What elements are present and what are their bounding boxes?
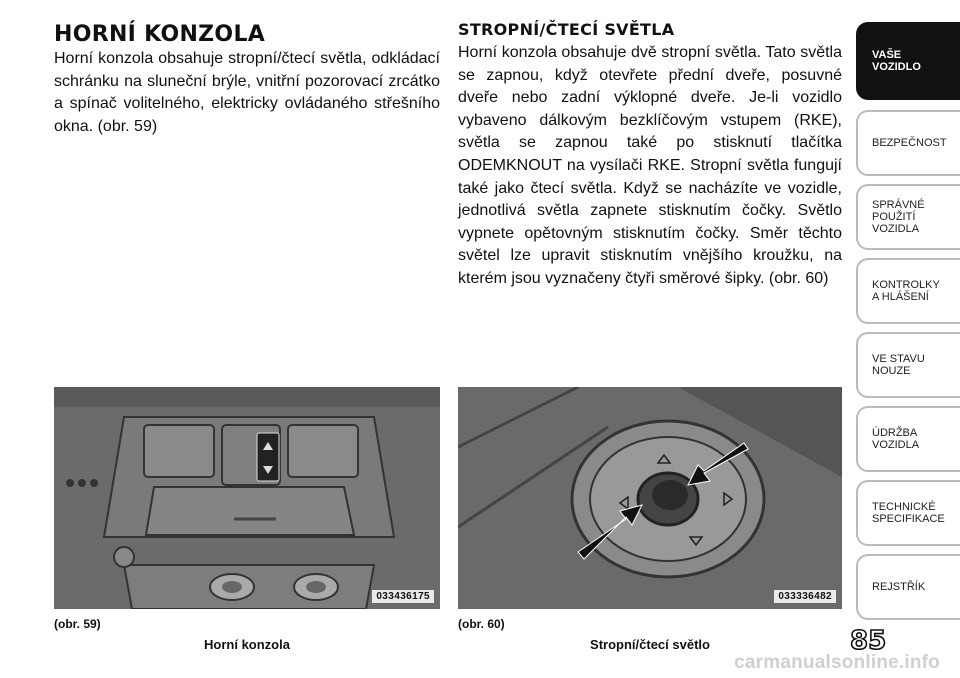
subsection-paragraph: Horní konzola obsahuje dvě stropní světla. Tato světla se zapnou, když otevřete přední dveře, posuvné dveře nebo zadní výklopné dveře. Je-li vozidlo vybaveno dálkovým bezklíčovým vstupem (RKE), světla se zapnou také po stisknutí tlačítka ODEMKNOUT na vysílači RKE. Stropní světla fungují také jako čtecí světla. Když se nacházíte ve vozidle, jednotlivá světla zapnete stisknutím čočky. Světlo vypnete opětovným stisknutím čočky. Směr těchto světel lze upravit stisknutím vnějšího kroužku, na kterém jsou vyznačeny čtyři směrové šipky. (obr. 60)	[458, 44, 842, 287]
figure-code: 033336482	[774, 590, 836, 603]
overhead-console-illustration	[54, 387, 440, 609]
tab-label: TECHNICKÉ SPECIFIKACE	[872, 501, 945, 525]
figure-reference: (obr. 60)	[458, 617, 505, 631]
tab-label: SPRÁVNÉ POUŽITÍ VOZIDLA	[872, 199, 925, 235]
reading-light-figure	[458, 387, 842, 609]
page-number: 85	[850, 626, 887, 656]
tab-spravne-pouziti[interactable]	[856, 184, 960, 250]
watermark-text: carmanualsonline.info	[734, 652, 940, 673]
subsection-heading: STROPNÍ/ČTECÍ SVĚTLA	[458, 20, 675, 39]
overhead-console-figure	[54, 387, 440, 609]
reading-light-illustration	[458, 387, 842, 609]
tab-label: BEZPEČNOST	[872, 137, 947, 149]
tab-bezpecnost[interactable]	[856, 110, 960, 176]
figure-caption: Stropní/čtecí světlo	[590, 637, 710, 652]
tab-vase-vozidlo[interactable]	[856, 22, 960, 100]
chapter-tabs	[856, 22, 960, 622]
tab-label: VAŠE VOZIDLO	[872, 49, 921, 73]
section-paragraph: Horní konzola obsahuje stropní/čtecí světla, odkládací schránku na sluneční brýle, vnitřní pozorovací zrcátko a spínač volitelného, elektricky ovládaného střešního okna. (obr. 59)	[54, 50, 440, 135]
tab-label: VE STAVU NOUZE	[872, 353, 925, 377]
tab-label: ÚDRŽBA VOZIDLA	[872, 427, 920, 451]
tab-rejstrik[interactable]	[856, 554, 960, 620]
section-heading: HORNÍ KONZOLA	[54, 22, 266, 47]
tab-kontrolky[interactable]	[856, 258, 960, 324]
figure-caption: Horní konzola	[204, 637, 290, 652]
tab-label: REJSTŘÍK	[872, 581, 926, 593]
tab-ve-stavu-nouze[interactable]	[856, 332, 960, 398]
tab-udrzba[interactable]	[856, 406, 960, 472]
figure-reference: (obr. 59)	[54, 617, 101, 631]
figure-code: 033436175	[372, 590, 434, 603]
tab-technicke-specifikace[interactable]	[856, 480, 960, 546]
tab-label: KONTROLKY A HLÁŠENÍ	[872, 279, 940, 303]
